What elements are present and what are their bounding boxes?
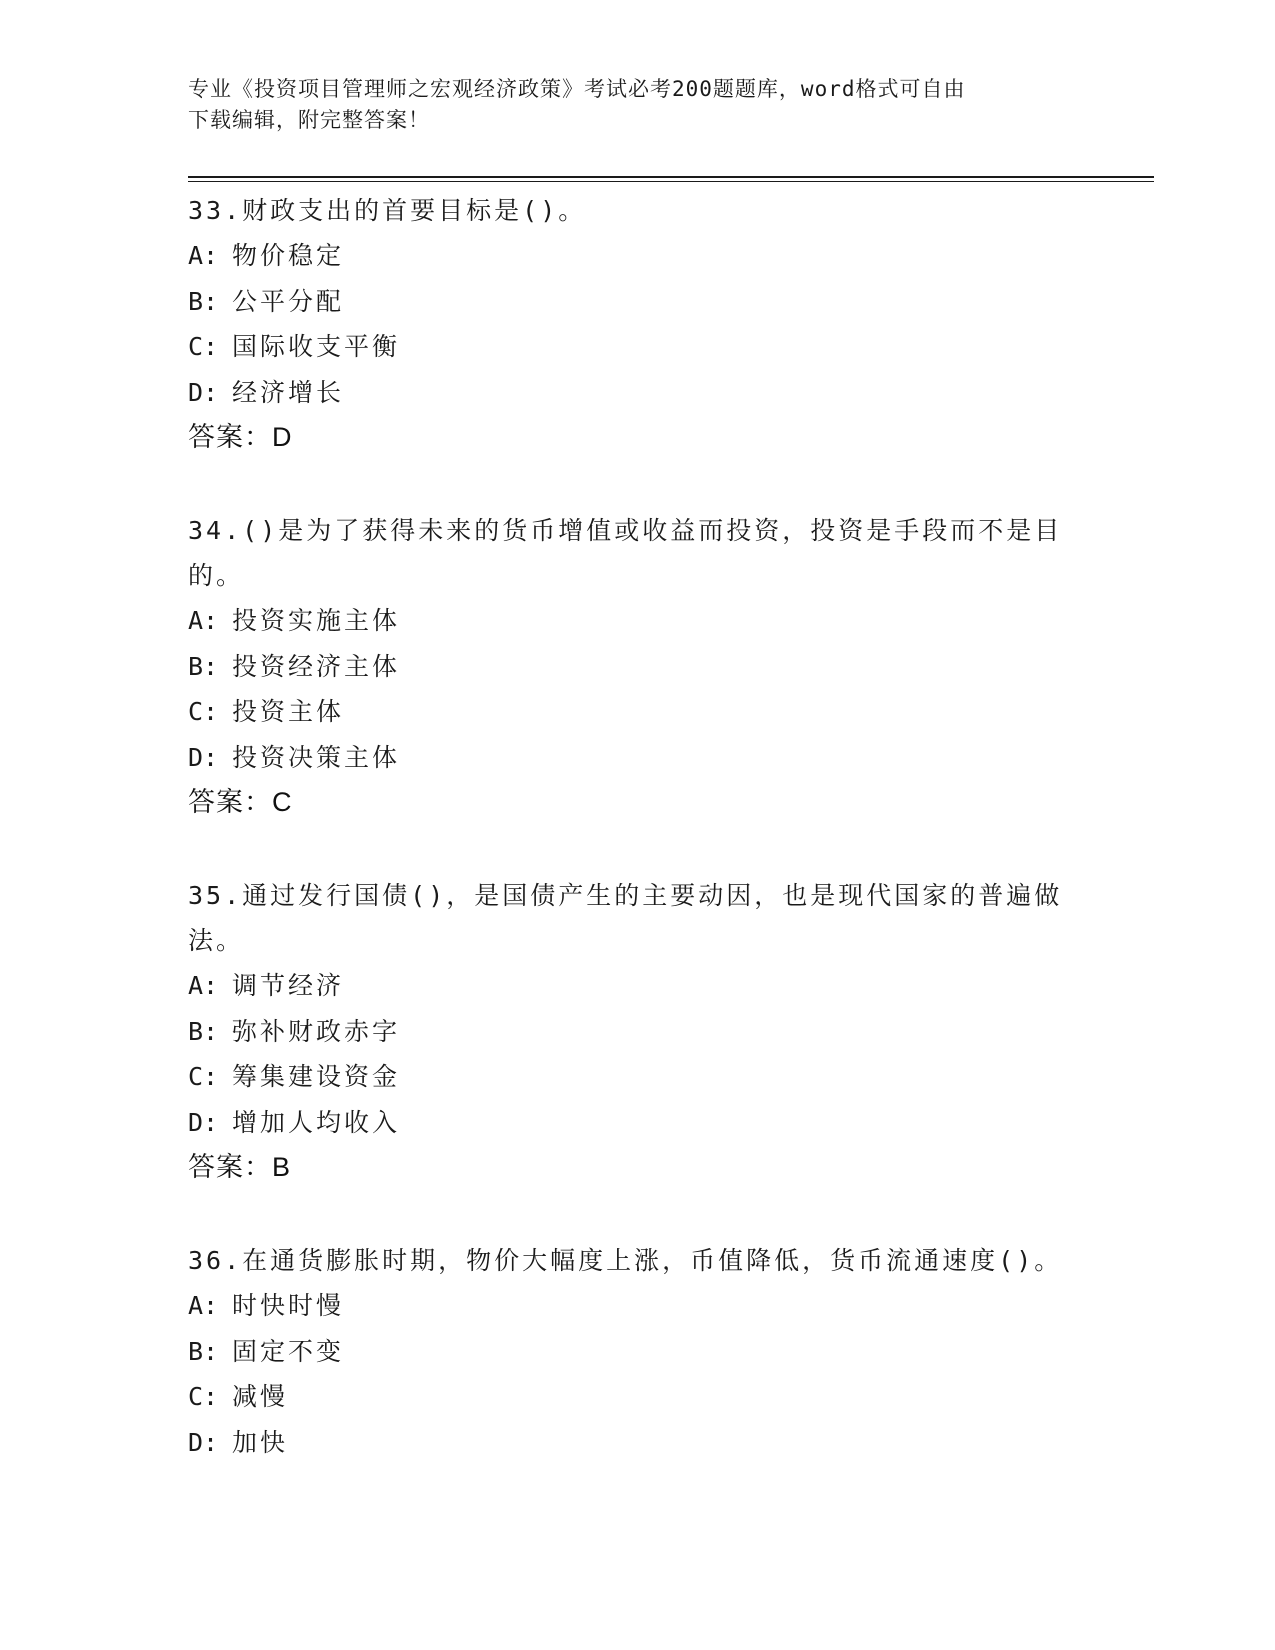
header-line-2: 下载编辑，附完整答案！ — [188, 108, 430, 132]
question-text: 34.()是为了获得未来的货币增值或收益而投资，投资是手段而不是目的。 — [188, 516, 1063, 590]
option-text: 投资主体 — [232, 697, 345, 726]
option-c — [188, 689, 1088, 735]
option-letter: C: — [188, 1062, 219, 1091]
option-text: 投资决策主体 — [232, 742, 401, 772]
header-line-1: 专业《投资项目管理师之宏观经济政策》考试必考200题题库，word格式可自由 — [188, 77, 966, 101]
question-list — [188, 188, 1088, 1513]
option-a — [188, 963, 1088, 1009]
option-c — [188, 324, 1088, 370]
option-letter: A: — [188, 606, 219, 635]
option-c — [188, 1054, 1088, 1100]
answer-text: 答案：C — [188, 787, 293, 817]
option-text: 投资实施主体 — [232, 606, 401, 635]
option-d — [188, 1100, 1088, 1146]
option-text: 调节经济 — [232, 971, 345, 1000]
option-text: 弥补财政赤字 — [232, 1016, 401, 1046]
option-letter: B: — [188, 1336, 219, 1366]
option-text: 减慢 — [232, 1382, 289, 1411]
option-letter: C: — [188, 697, 219, 726]
option-text: 国际收支平衡 — [232, 332, 401, 361]
option-b — [188, 279, 1088, 325]
question-block — [188, 188, 1088, 460]
option-letter: A: — [188, 971, 219, 1000]
option-d — [188, 735, 1088, 781]
question-block — [188, 1238, 1088, 1465]
option-d — [188, 1420, 1088, 1466]
option-text: 加快 — [232, 1427, 289, 1457]
option-letter: D: — [188, 1107, 219, 1137]
option-letter: C: — [188, 332, 219, 361]
question-block — [188, 873, 1088, 1190]
answer-text: 答案：D — [188, 422, 293, 452]
option-text: 经济增长 — [232, 377, 345, 407]
question-text: 36.在通货膨胀时期，物价大幅度上涨，币值降低，货币流通速度()。 — [188, 1246, 1063, 1275]
option-letter: D: — [188, 1427, 219, 1457]
question-text: 35.通过发行国债()，是国债产生的主要动因，也是现代国家的普遍做法。 — [188, 881, 1063, 955]
option-b — [188, 644, 1088, 690]
option-b — [188, 1329, 1088, 1375]
option-letter: B: — [188, 1016, 219, 1046]
option-a — [188, 1283, 1088, 1329]
option-text: 筹集建设资金 — [232, 1062, 401, 1091]
option-c — [188, 1374, 1088, 1420]
option-letter: A: — [188, 1291, 219, 1320]
option-text: 公平分配 — [232, 286, 345, 316]
option-letter: C: — [188, 1382, 219, 1411]
option-letter: A: — [188, 241, 219, 270]
option-letter: B: — [188, 651, 219, 681]
option-letter: D: — [188, 377, 219, 407]
option-text: 投资经济主体 — [232, 651, 401, 681]
option-letter: B: — [188, 286, 219, 316]
option-a — [188, 598, 1088, 644]
option-text: 增加人均收入 — [232, 1107, 401, 1137]
option-b — [188, 1009, 1088, 1055]
header-divider-thin — [188, 181, 1154, 182]
option-text: 物价稳定 — [232, 241, 345, 270]
header-divider-thick — [188, 176, 1154, 178]
answer-text: 答案：B — [188, 1152, 292, 1182]
question-text: 33.财政支出的首要目标是()。 — [188, 196, 587, 225]
option-d — [188, 370, 1088, 416]
document-header — [188, 74, 1068, 136]
question-block — [188, 508, 1088, 825]
option-text: 时快时慢 — [232, 1291, 345, 1320]
option-text: 固定不变 — [232, 1336, 345, 1366]
option-a — [188, 233, 1088, 279]
option-letter: D: — [188, 742, 219, 772]
